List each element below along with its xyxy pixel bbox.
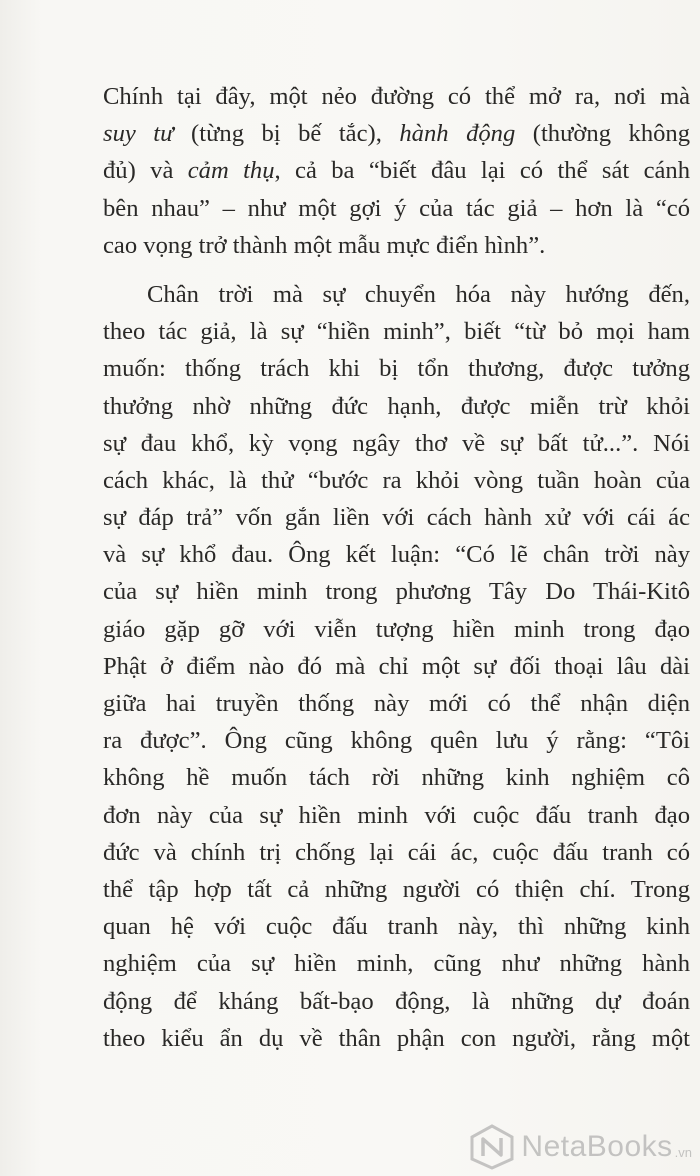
- text-line: [103, 115, 690, 152]
- text-line: sự đau khổ, kỳ vọng ngây thơ về sự bất tử...”. Nói: [103, 429, 690, 457]
- paragraph-gap: [103, 264, 690, 276]
- text-line: sự đáp trả” vốn gắn liền với cách hành xử với cái ác: [103, 504, 690, 532]
- text-line: đức và chính trị chống lại cái ác, cuộc đấu tranh có: [103, 838, 690, 866]
- text-line: và sự khổ đau. Ông kết luận: “Có lẽ chân trời này: [103, 541, 690, 569]
- netabooks-logo-icon: [469, 1124, 515, 1170]
- italic-term: suy tư: [103, 120, 174, 148]
- text-line: Chính tại đây, một nẻo đường có thể mở ra, nơi mà: [103, 83, 690, 110]
- text-fragment: đủ) và: [103, 157, 188, 185]
- text-line: cách khác, là thử “bước ra khỏi vòng tuần hoàn của: [103, 466, 690, 494]
- watermark-suffix: .vn: [674, 1144, 692, 1160]
- text-line: [103, 152, 690, 189]
- italic-term: hành động: [399, 120, 516, 148]
- text-line: Phật ở điểm nào đó mà chỉ một sự đối thoại lâu dài: [103, 652, 690, 680]
- text-line: Chân trời mà sự chuyển hóa này hướng đến,: [147, 280, 690, 308]
- text-line: theo tác giả, là sự “hiền minh”, biết “từ bỏ mọi ham: [103, 318, 690, 346]
- text-line: quan hệ với cuộc đấu tranh này, thì những kinh: [103, 913, 690, 941]
- netabooks-watermark: [469, 1124, 692, 1170]
- text-line: giáo gặp gỡ với viễn tượng hiền minh trong đạo: [103, 615, 690, 643]
- text-fragment: (từng bị bế tắc),: [173, 120, 400, 148]
- text-line: của sự hiền minh trong phương Tây Do Thái-Kitô: [103, 578, 690, 606]
- watermark-brand: NetaBooks: [521, 1130, 673, 1163]
- body-text: [103, 78, 690, 1057]
- text-line: thưởng nhờ những đức hạnh, được miễn trừ khỏi: [103, 392, 690, 420]
- text-line: cao vọng trở thành một mẫu mực điển hình”.: [103, 231, 546, 259]
- text-fragment: (thường không: [515, 120, 691, 148]
- text-line: giữa hai truyền thống này mới có thể nhận diện: [103, 690, 690, 717]
- text-line: muốn: thống trách khi bị tổn thương, được tưởng: [103, 355, 690, 383]
- text-line: thể tập hợp tất cả những người có thiện chí. Trong: [103, 875, 690, 903]
- italic-term: cảm thụ: [187, 157, 275, 185]
- text-line: ra được”. Ông cũng không quên lưu ý rằng: “Tôi: [103, 727, 690, 755]
- text-line: động để kháng bất-bạo động, là những dự đoán: [103, 987, 690, 1015]
- text-line: đơn này của sự hiền minh với cuộc đấu tranh đạo: [103, 801, 690, 829]
- text-line: bên nhau” – như một gợi ý của tác giả – hơn là “có: [103, 194, 690, 222]
- text-line: theo kiểu ẩn dụ về thân phận con người, rằng một: [103, 1024, 690, 1052]
- text-fragment: , cả ba “biết đâu lại có thể sát cánh: [274, 157, 690, 185]
- text-line: không hề muốn tách rời những kinh nghiệm cô: [103, 764, 690, 792]
- text-line: nghiệm của sự hiền minh, cũng như những hành: [103, 950, 690, 978]
